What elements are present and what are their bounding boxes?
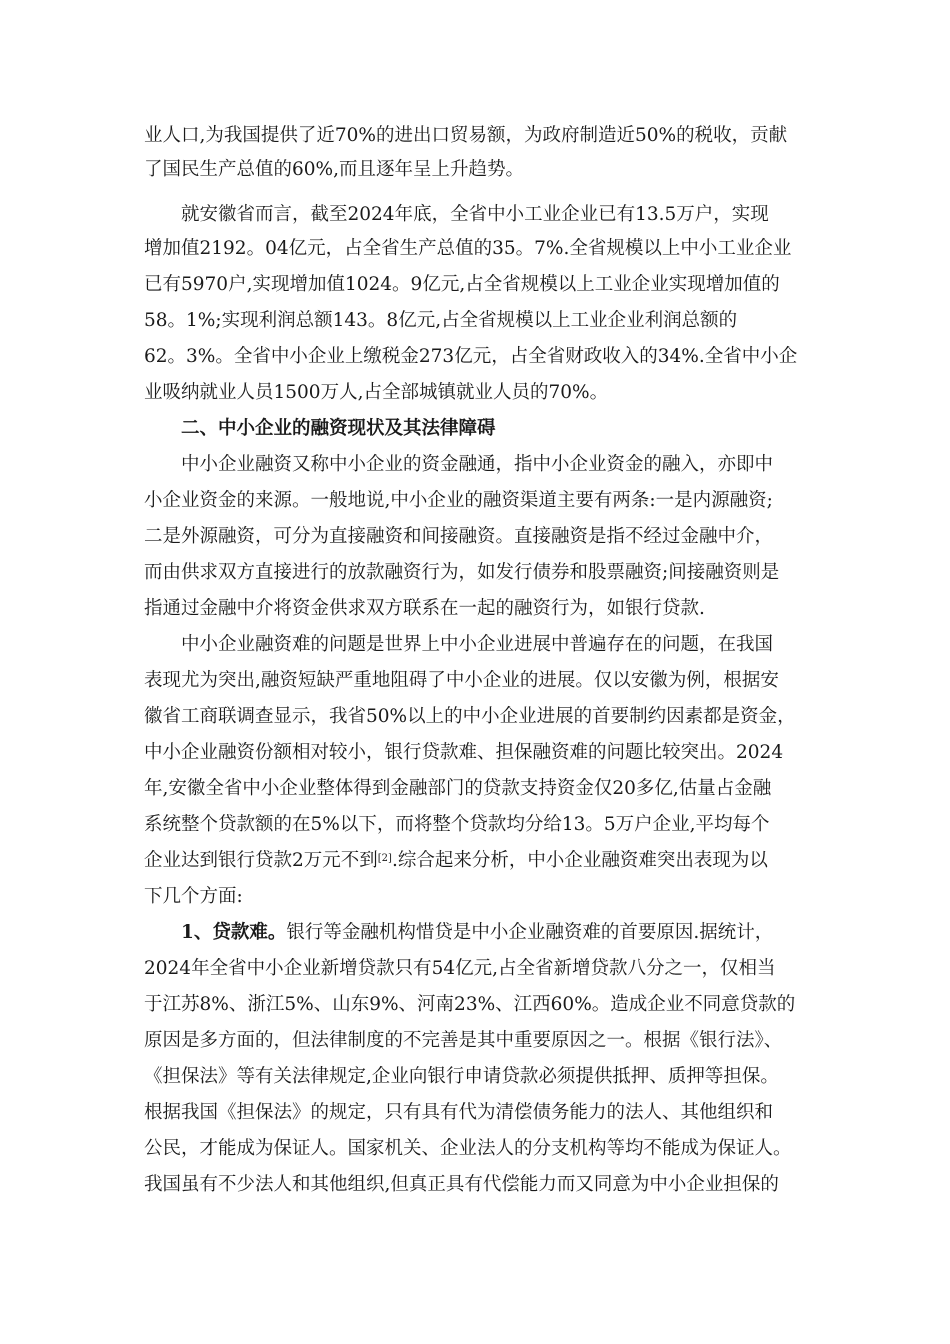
paragraph-start-line: 中小企业融资难的问题是世界上中小企业进展中普遍存在的问题，在我国 [181, 634, 774, 655]
text-line: 58。1%;实现利润总额143。8亿元,占全省规模以上工业企业利润总额的 [144, 310, 738, 331]
text-line: 已有5970户,实现增加值1024。9亿元,占全省规模以上工业企业实现增加值的 [144, 274, 780, 295]
text-segment: 银行等金融机构惜贷是中小企业融资难的首要原因.据统计， [286, 922, 774, 943]
text-line: 系统整个贷款额的在5%以下，而将整个贷款均分给13。5万户企业,平均每个 [144, 814, 770, 835]
paragraph-start-line [181, 922, 773, 944]
text-line: 年,安徽全省中小企业整体得到金融部门的贷款支持资金仅20多亿,估量占金融 [144, 778, 772, 799]
text-line: 而由供求双方直接进行的放款融资行为，如发行债券和股票融资;间接融资则是 [144, 562, 780, 583]
text-line: 增加值2192。04亿元，占全省生产总值的35。7%.全省规模以上中小工业企业 [144, 238, 792, 259]
text-line: 于江苏8%、浙江5%、山东9%、河南23%、江西60%。造成企业不同意贷款的 [144, 994, 796, 1015]
text-line: 根据我国《担保法》的规定，只有具有代为清偿债务能力的法人、其他组织和 [144, 1102, 774, 1123]
paragraph-start-line: 就安徽省而言，截至2024年底，全省中小工业企业已有13.5万户，实现 [181, 204, 769, 225]
text-line: 《担保法》等有关法律规定,企业向银行申请贷款必须提供抵押、质押等担保。 [144, 1066, 779, 1087]
text-line: 公民，才能成为保证人。国家机关、企业法人的分支机构等均不能成为保证人。 [144, 1138, 792, 1159]
text-line: 了国民生产总值的60%,而且逐年呈上升趋势。 [144, 159, 525, 180]
citation-reference: [2] [377, 853, 392, 864]
text-line: 指通过金融中介将资金供求双方联系在一起的融资行为，如银行贷款. [144, 598, 705, 619]
text-line: 小企业资金的来源。一般地说,中小企业的融资渠道主要有两条:一是内源融资; [144, 490, 773, 511]
section-heading: 二、中小企业的融资现状及其法律障碍 [181, 418, 496, 439]
text-line: 表现尤为突出,融资短缺严重地阻碍了中小企业的进展。仅以安徽为例，根据安 [144, 670, 779, 691]
paragraph-start-line: 中小企业融资又称中小企业的资金融通，指中小企业资金的融入，亦即中 [181, 454, 774, 475]
text-line: 业吸纳就业人员1500万人,占全部城镇就业人员的70%。 [144, 382, 609, 403]
text-line: 业人口,为我国提供了近70%的进出口贸易额，为政府制造近50%的税收，贡献 [144, 125, 788, 146]
text-line: 62。3%。全省中小企业上缴税金273亿元，占全省财政收入的34%.全省中小企 [144, 346, 798, 367]
text-segment: 企业达到银行贷款2万元不到 [144, 850, 378, 871]
text-line: 二是外源融资，可分为直接融资和间接融资。直接融资是指不经过金融中介， [144, 526, 774, 547]
text-line: 原因是多方面的，但法律制度的不完善是其中重要原因之一。根据《银行法》、 [144, 1030, 783, 1051]
text-line: 2024年全省中小企业新增贷款只有54亿元,占全省新增贷款八分之一，仅相当 [144, 958, 776, 979]
text-segment: .综合起来分析，中小企业融资难突出表现为以 [391, 850, 768, 871]
subsection-heading: 1、贷款难。 [181, 922, 287, 943]
text-line: 我国虽有不少法人和其他组织,但真正具有代偿能力而又同意为中小企业担保的 [144, 1174, 779, 1195]
text-line-with-citation [144, 850, 768, 872]
text-line: 中小企业融资份额相对较小，银行贷款难、担保融资难的问题比较突出。2024 [144, 742, 784, 763]
text-line: 徽省工商联调查显示，我省50%以上的中小企业进展的首要制约因素都是资金， [144, 706, 796, 727]
text-line: 下几个方面: [144, 886, 243, 907]
